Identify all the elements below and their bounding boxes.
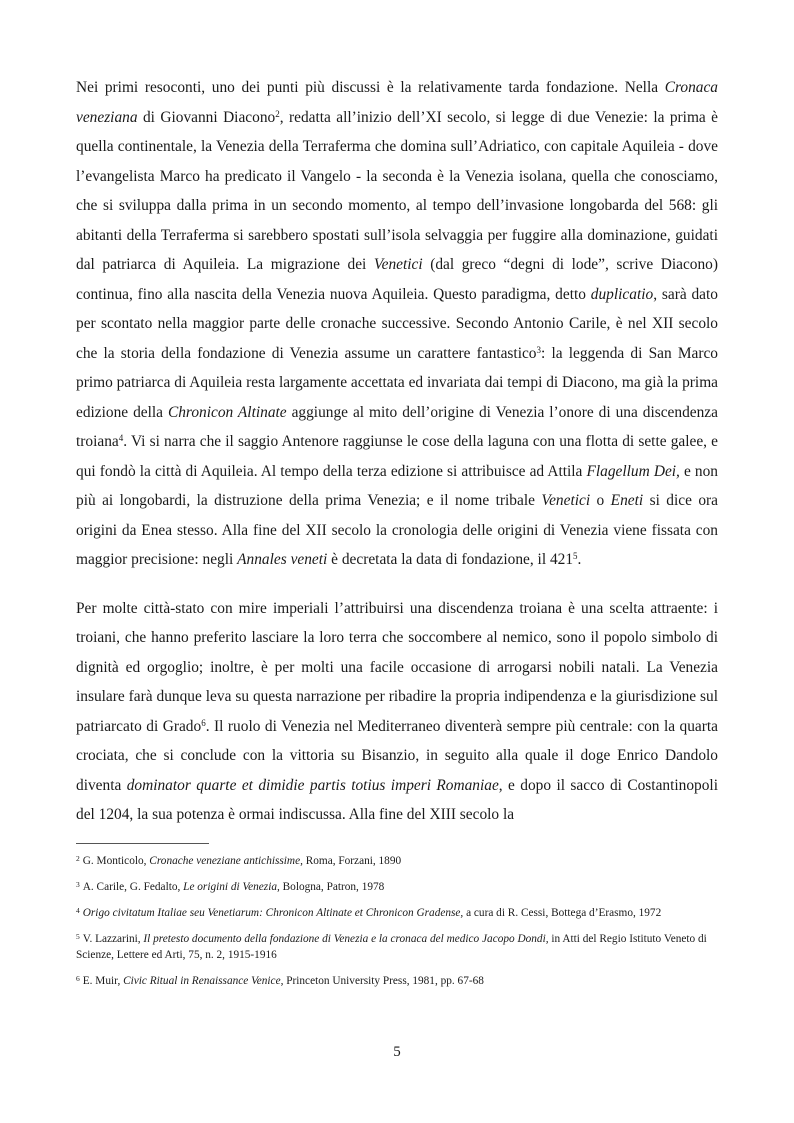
footnote-title: Le origini di Venezia,	[183, 880, 280, 893]
footnote-text: Roma, Forzani, 1890	[302, 854, 402, 867]
footnote-text: A. Carile, G. Fedalto,	[82, 880, 184, 893]
footnote-ref[interactable]: 5	[573, 551, 578, 561]
footnote-title: Origo civitatum Italiae seu Venetiarum: Chronicon Altinate et Chronicon Gradense,	[82, 906, 464, 919]
italic-term: dominator quarte et dimidie partis totius imperi Romaniae	[126, 776, 499, 794]
text-run: si dice ora origini da Enea stesso. Alla fine del XII secolo la cronologia delle origini di Venezia viene fissata con maggior precisione: negli	[76, 492, 719, 568]
text-run: Nei primi resoconti, uno dei punti più discussi è la relativamente tarda fondazione. Nella	[76, 79, 665, 96]
footnote	[76, 931, 718, 963]
italic-title: Annales veneti	[237, 551, 328, 568]
footnote-number: 4	[76, 905, 80, 915]
text-run: .	[577, 551, 582, 568]
footnote	[76, 879, 718, 895]
text-run: è decretata la data di fondazione, il 421	[327, 551, 574, 568]
paragraph-1	[76, 73, 718, 575]
italic-term: Venetici	[541, 492, 591, 509]
text-run: , sarà dato per scontato nella maggior parte delle cronache successive. Secondo Antonio Carile, è nel XII secolo che la storia della fondazione di Venezia assume un carattere fantastico	[76, 285, 718, 362]
footnote-text: a cura di R. Cessi, Bottega d’Erasmo, 1972	[463, 906, 662, 919]
text-run: o	[590, 492, 611, 509]
footnote-text: G. Monticolo,	[82, 854, 150, 867]
paragraph-2	[76, 594, 718, 830]
footnote-text: V. Lazzarini,	[82, 932, 144, 945]
page-number: 5	[393, 1044, 401, 1060]
text-run: di Giovanni Diacono	[137, 108, 276, 126]
text-run: e non più ai longobardi, la distruzione della prima Venezia; e il nome tribale	[76, 462, 718, 509]
footnote-title: Civic Ritual in Renaissance Venice,	[123, 974, 284, 987]
text-run: , e dopo il sacco di Costantinopoli del 1204, la sua potenza è ormai indiscussa. Alla fine del XIII secolo la	[76, 776, 718, 823]
footnote-number: 2	[76, 853, 80, 863]
text-run: . Vi si narra che il saggio Antenore raggiunse le cose della laguna con una flotta di sette galee, e qui fondò la città di Aquileia. Al tempo della terza edizione si attribuisce ad Attila	[76, 433, 718, 480]
footnote	[76, 905, 718, 921]
footnote-title: Cronache veneziane antichissime,	[149, 854, 303, 867]
footnote-ref[interactable]: 6	[201, 717, 206, 728]
text-run: aggiunge al mito dell’origine di Venezia l’onore di una discendenza troiana	[76, 403, 718, 450]
italic-title: Cronaca veneziana	[76, 79, 718, 126]
footnote-text: in Atti del Regio Istituto Veneto di Scienze, Lettere ed Arti, 75, n. 2, 1915-1916	[76, 932, 707, 961]
footnote-ref[interactable]: 4	[118, 433, 124, 443]
footnote-number: 5	[76, 931, 80, 941]
text-run: : la leggenda di San Marco primo patriarca di Aquileia resta largamente accettata ed invariata dai tempi di Diacono, ma già la prima edizione della	[76, 344, 719, 421]
italic-term: Flagellum Dei,	[586, 462, 680, 480]
text-run: (dal greco “degni di lode”, scrive Diacono) continua, fino alla nascita della Venezia nuova Aquileia. Questo paradigma, detto	[76, 256, 718, 303]
footnote-divider	[76, 843, 209, 844]
document-page	[76, 73, 718, 999]
footnote	[76, 973, 718, 989]
italic-title: Chronicon Altinate	[167, 403, 287, 421]
footnote-text: E. Muir,	[82, 974, 124, 987]
italic-term: Eneti	[610, 492, 644, 509]
italic-term: Venetici	[373, 256, 423, 273]
footnote-ref[interactable]: 2	[275, 108, 280, 119]
footnote-text: Princeton University Press, 1981, pp. 67-68	[283, 974, 484, 987]
footnote	[76, 853, 718, 869]
footnotes	[76, 853, 718, 989]
text-run: . Il ruolo di Venezia nel Mediterraneo diventerà sempre più centrale: con la quarta crociata, che si conclude con la vittoria su Bisanzio, in seguito alla quale il doge Enrico Dandolo diventa	[76, 717, 718, 794]
text-run: , redatta all’inizio dell’XI secolo, si legge di due Venezie: la prima è quella continentale, la Venezia della Terraferma che domina sull’Adriatico, con capitale Aquileia - dove l’evangelista Marco ha predicato il Vangelo - la seconda è la Venezia isolana, quella che conosciamo, che si sviluppa dalla prima in un secondo momento, al tempo dell’invasione longobarda del 568: gli abitanti della Terraferma si sarebbero spostati sull’isola selvaggia per fuggire alla dominazione, guidati dal patriarca di Aquileia. La migrazione dei	[76, 108, 718, 273]
footnote-ref[interactable]: 3	[536, 344, 541, 355]
footnote-number: 3	[76, 879, 80, 889]
footnote-title: Il pretesto documento della fondazione di Venezia e la cronaca del medico Jacopo Dondi,	[143, 932, 549, 945]
italic-term: duplicatio	[590, 285, 654, 303]
footnote-number: 6	[76, 973, 80, 983]
text-run: Per molte città-stato con mire imperiali l’attribuirsi una discendenza troiana è una scelta attraente: i troiani, che hanno preferito lasciare la loro terra che soccombere al nemico, sono il popolo simbolo di dignità ed orgoglio; inoltre, è per molti una facile occasione di arrogarsi nobili natali. La Venezia insulare farà dunque leva su questa narrazione per ribadire la propria indipendenza e la giurisdizione sul patriarcato di Grado	[76, 599, 718, 735]
footnote-text: Bologna, Patron, 1978	[279, 880, 385, 893]
